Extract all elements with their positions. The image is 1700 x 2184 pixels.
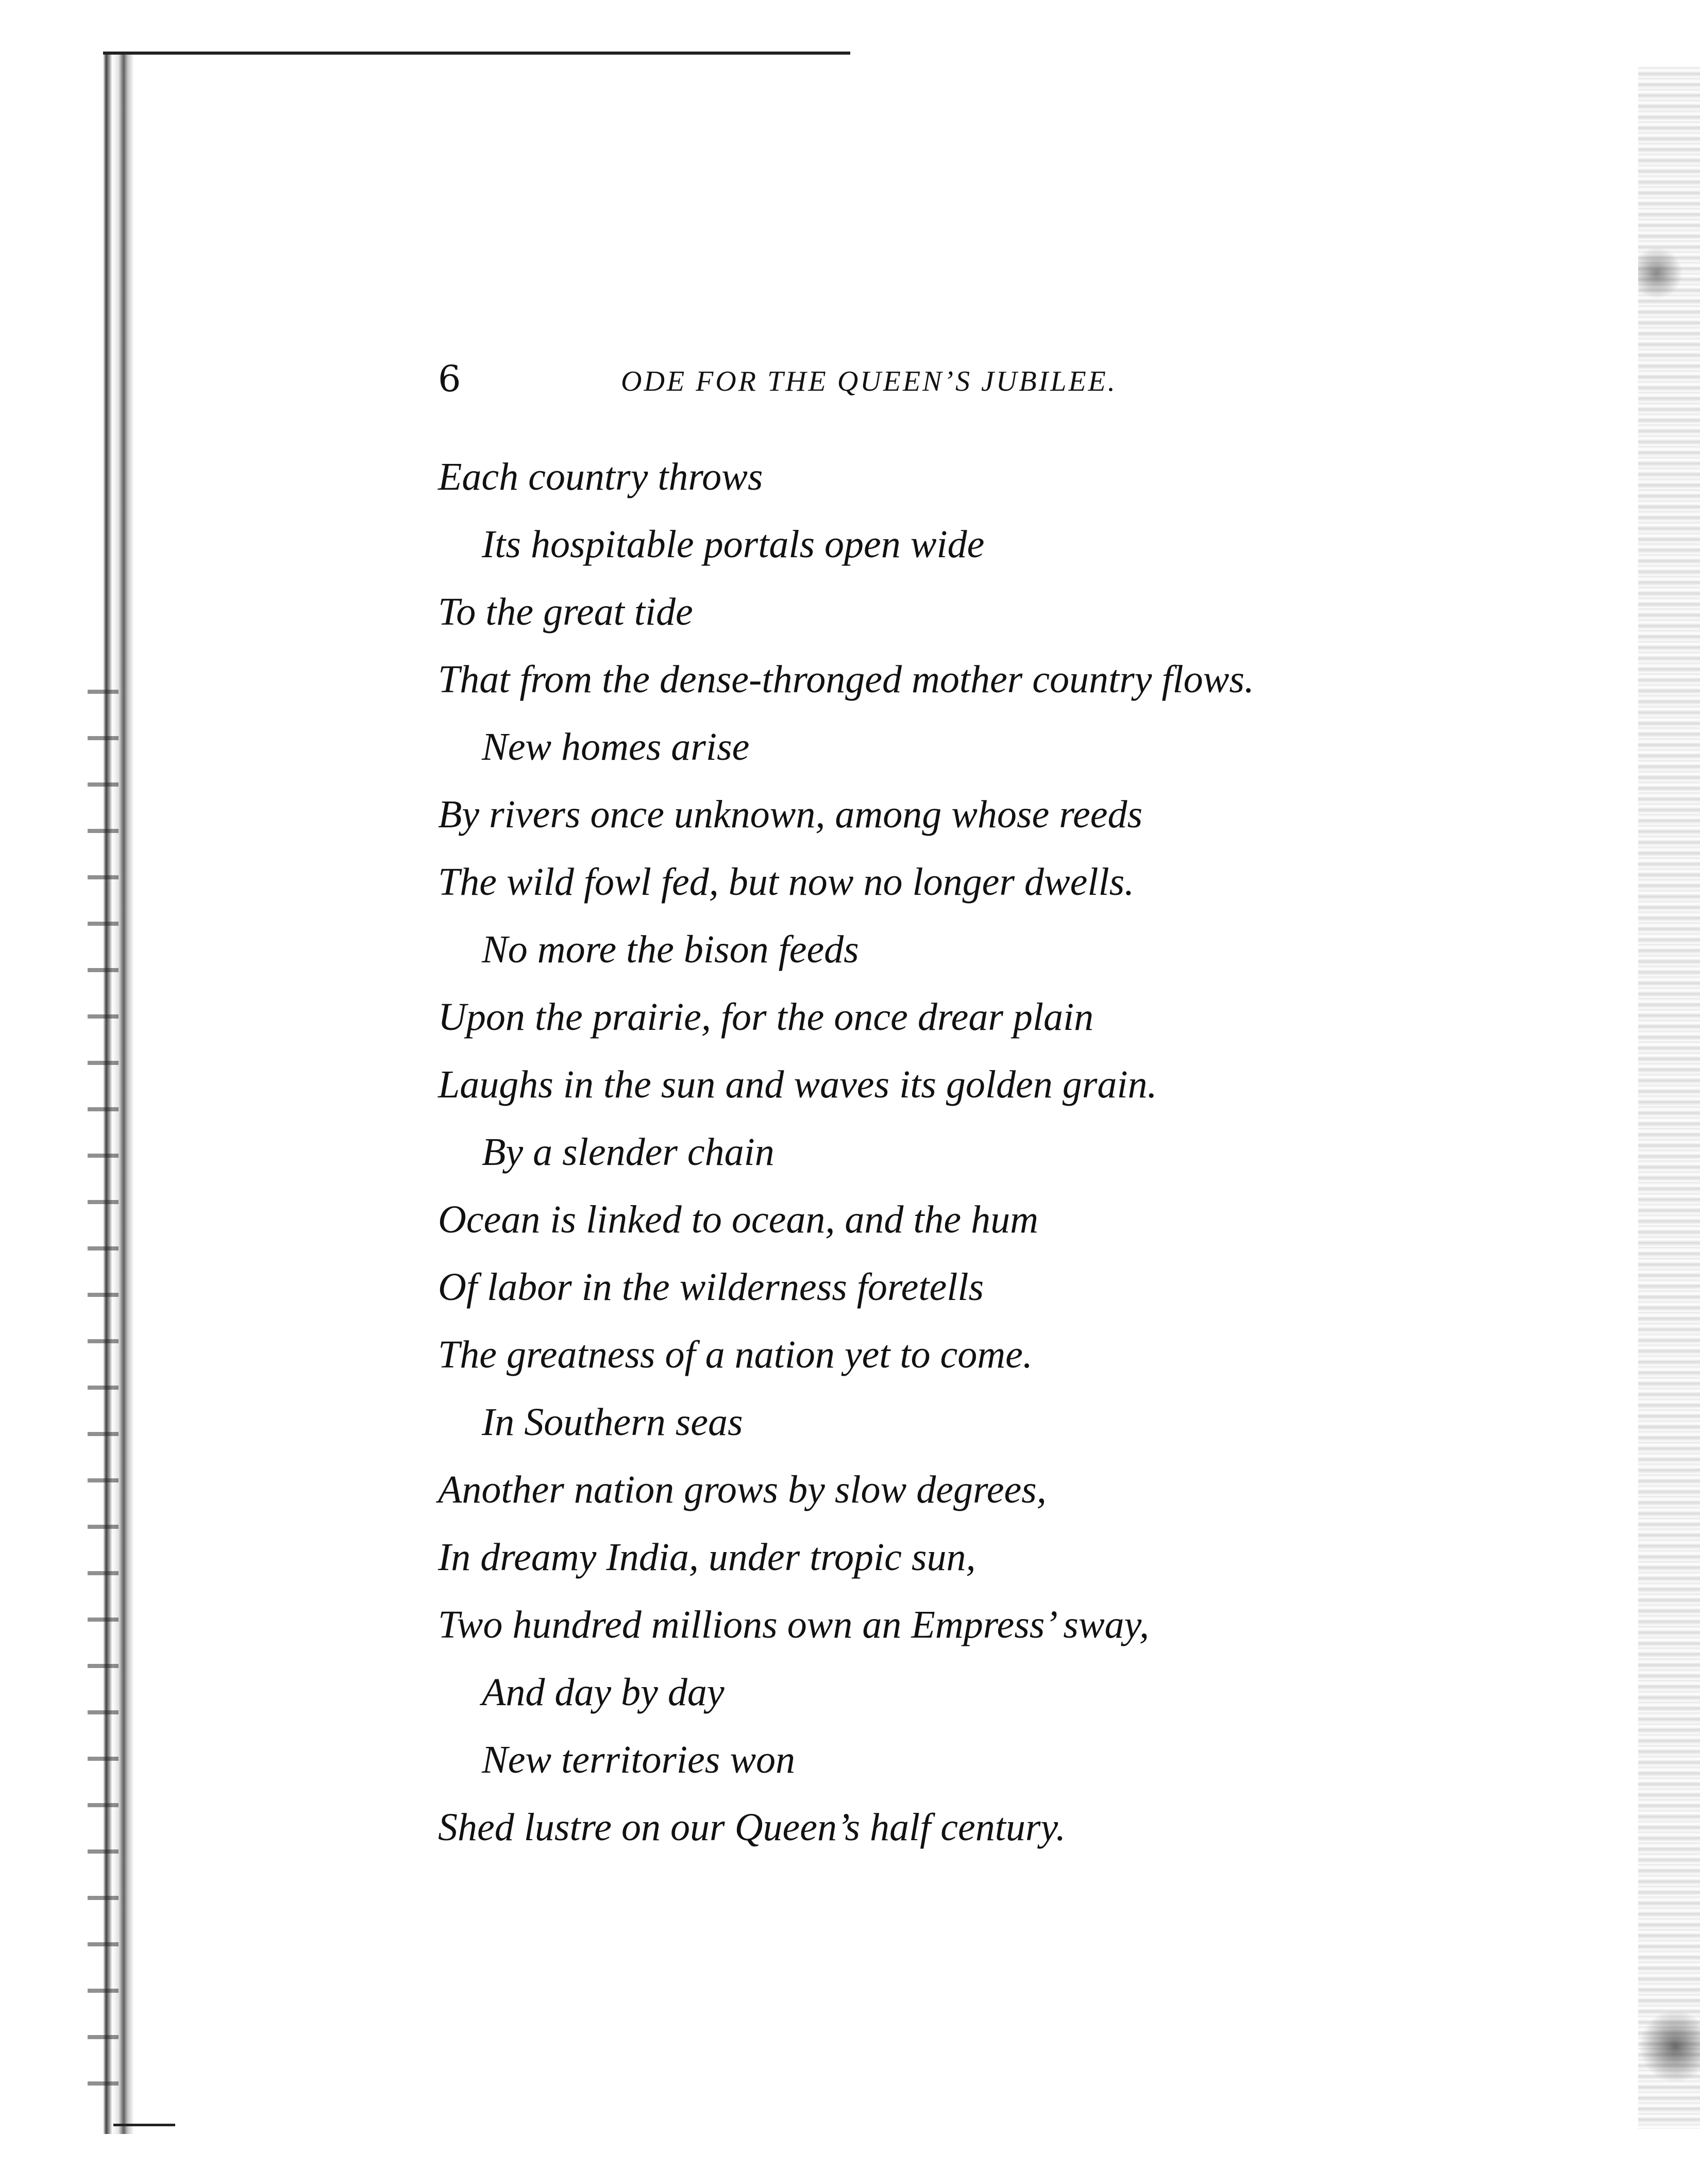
- running-title: ODE FOR THE QUEEN’S JUBILEE.: [621, 365, 1117, 397]
- bottom-page-edge: [113, 2124, 175, 2126]
- poem-line: New territories won: [482, 1738, 796, 1781]
- poem-line: Another nation grows by slow degrees,: [438, 1468, 1047, 1511]
- page-header: [438, 356, 1211, 402]
- poem-line: Two hundred millions own an Empress’ sway,: [438, 1603, 1150, 1646]
- poem-line: Of labor in the wilderness foretells: [438, 1265, 984, 1309]
- poem-line: The greatness of a nation yet to come.: [438, 1333, 1033, 1376]
- poem-line: Ocean is linked to ocean, and the hum: [438, 1198, 1039, 1241]
- poem-line: The wild fowl fed, but now no longer dwells.: [438, 860, 1135, 904]
- poem-line: Upon the prairie, for the once drear plain: [438, 995, 1094, 1039]
- poem-line: By a slender chain: [482, 1130, 775, 1174]
- poem-line: And day by day: [482, 1671, 725, 1714]
- poem-line: Laughs in the sun and waves its golden grain.: [438, 1063, 1157, 1106]
- poem-line: Shed lustre on our Queen’s half century.: [438, 1806, 1066, 1849]
- binding-marks: [88, 670, 119, 2113]
- poem-line: That from the dense-thronged mother country flows.: [438, 658, 1254, 701]
- poem-text: [438, 443, 1417, 1861]
- poem-line: To the great tide: [438, 590, 693, 633]
- poem-line: By rivers once unknown, among whose reeds: [438, 793, 1143, 836]
- right-scan-edge: [1638, 67, 1700, 2129]
- poem-line: Each country throws: [438, 455, 763, 498]
- poem-line: Its hospitable portals open wide: [482, 523, 985, 566]
- poem-line: New homes arise: [482, 725, 750, 769]
- page-number: 6: [438, 358, 461, 400]
- poem-line: In dreamy India, under tropic sun,: [438, 1536, 976, 1579]
- poem-line: In Southern seas: [482, 1401, 743, 1444]
- poem-line: No more the bison feeds: [482, 928, 859, 971]
- top-page-edge: [103, 52, 850, 55]
